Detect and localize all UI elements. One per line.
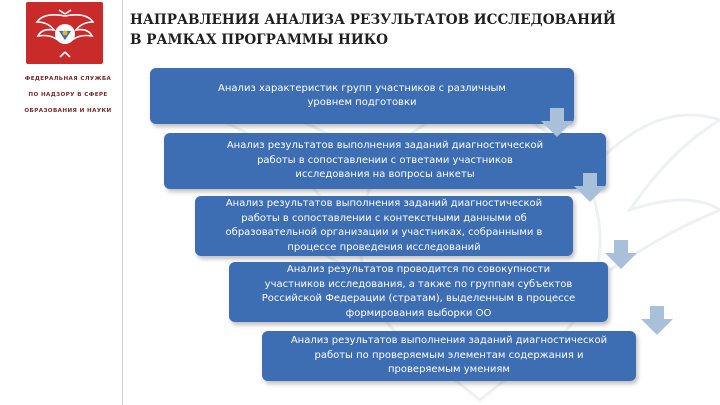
arrow-down-icon: [604, 240, 638, 270]
divider: [122, 0, 123, 405]
step-box-2: [164, 133, 606, 189]
step-text-line: проверяемым умениям: [388, 364, 510, 376]
arrow-down-icon: [573, 173, 607, 203]
step-text-line: Российской Федерации (стратам), выделенным в процессе: [261, 293, 576, 304]
step-text-line: участников исследования, а также по группам субъектов: [264, 278, 573, 290]
eagle-emblem-icon: [34, 6, 96, 60]
step-text-line: Анализ результатов выполнения заданий диагностической: [226, 140, 544, 152]
step-text-line: работы в сопоставлении с ответами участников: [257, 154, 513, 166]
step-text-line: Анализ результатов выполнения заданий диагностической: [225, 198, 543, 209]
page-title: [130, 10, 690, 50]
page-title-line: НАПРАВЛЕНИЯ АНАЛИЗА РЕЗУЛЬТАТОВ ИССЛЕДОВАНИЙ: [130, 12, 616, 28]
step-text-line: формирования выборки ОО: [345, 307, 492, 319]
arrow-down-icon: [640, 306, 674, 336]
step-text-line: образовательной организации и участниках, собранными в: [225, 227, 543, 238]
step-text-line: Анализ результатов проводится по совокупности: [286, 264, 551, 275]
agency-name-line: ФЕДЕРАЛЬНАЯ СЛУЖБА: [24, 76, 112, 82]
step-box-1: [150, 68, 574, 124]
agency-name-line: ОБРАЗОВАНИЯ И НАУКИ: [24, 108, 112, 114]
step-text-line: работы по проверяемым элементам содержания и: [314, 349, 584, 361]
step-box-5: [262, 331, 636, 381]
page-title-line: В РАМКАХ ПРОГРАММЫ НИКО: [130, 32, 388, 48]
step-text-line: Анализ результатов выполнения заданий диагностической: [290, 335, 608, 347]
sidebar: [0, 0, 122, 405]
step-box-3: [195, 196, 573, 256]
step-text-line: работы в сопоставлении с контекстными данными об: [241, 212, 527, 224]
agency-name-line: ПО НАДЗОРУ В СФЕРЕ: [28, 92, 108, 98]
step-text-line: Анализ характеристик групп участников с различным: [218, 82, 506, 94]
logo: [26, 2, 103, 64]
step-text-line: процессе проведения исследований: [287, 241, 481, 253]
step-text-line: исследования на вопросы анкеты: [295, 169, 475, 181]
step-box-4: [229, 262, 608, 322]
arrow-down-icon: [540, 108, 574, 138]
step-text-line: уровнем подготовки: [307, 97, 417, 108]
